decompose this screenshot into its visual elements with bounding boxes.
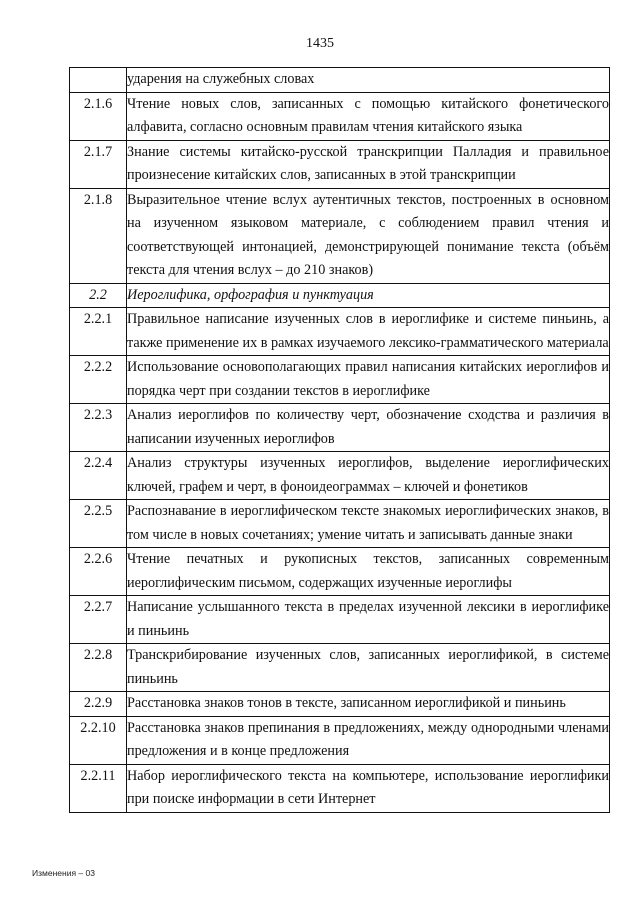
table-row <box>70 548 610 596</box>
item-number: 2.2.6 <box>70 548 127 596</box>
item-text: Написание услышанного текста в пределах изученной лексики в иероглифике и пиньинь <box>127 596 610 644</box>
table-row <box>70 140 610 188</box>
page-number: 1435 <box>306 36 334 51</box>
item-number: 2.2.3 <box>70 404 127 452</box>
item-number: 2.1.7 <box>70 140 127 188</box>
item-text: Правильное написание изученных слов в иероглифике и системе пиньинь, а также применение их в рамках изучаемого лексико-грамматического материала <box>127 308 610 356</box>
item-number <box>70 68 127 93</box>
table-row <box>70 716 610 764</box>
item-number: 2.2.2 <box>70 356 127 404</box>
table-row <box>70 764 610 812</box>
table-row <box>70 404 610 452</box>
item-text: Чтение печатных и рукописных текстов, записанных современным иероглифическим письмом, содержащих изученные иероглифы <box>127 548 610 596</box>
item-number: 2.2.11 <box>70 764 127 812</box>
item-number: 2.1.6 <box>70 92 127 140</box>
item-text: Транскрибирование изученных слов, записанных иероглификой, в системе пиньинь <box>127 644 610 692</box>
item-text: Распознавание в иероглифическом тексте знакомых иероглифических знаков, в том числе в новых сочетаниях; умение читать и записывать данные знаки <box>127 500 610 548</box>
table-row <box>70 188 610 283</box>
item-text: Анализ иероглифов по количеству черт, обозначение сходства и различия в написании изученных иероглифов <box>127 404 610 452</box>
item-text: Выразительное чтение вслух аутентичных текстов, построенных в основном на изученном языковом материале, с соблюдением правил чтения и соответствующей интонацией, демонстрирующей понимание текста (объём текста для чтения вслух – до 210 знаков) <box>127 188 610 283</box>
item-text: Расстановка знаков тонов в тексте, записанном иероглификой и пиньинь <box>127 692 610 717</box>
table-body <box>70 68 610 813</box>
table-row <box>70 692 610 717</box>
table-row <box>70 68 610 93</box>
section-row <box>70 283 610 308</box>
item-text: Чтение новых слов, записанных с помощью китайского фонетического алфавита, согласно основным правилам чтения китайского языка <box>127 92 610 140</box>
item-text: Набор иероглифического текста на компьютере, использование иероглифики при поиске информации в сети Интернет <box>127 764 610 812</box>
item-number: 2.2.7 <box>70 596 127 644</box>
table-row <box>70 500 610 548</box>
item-number: 2.2.4 <box>70 452 127 500</box>
item-text: Знание системы китайско-русской транскрипции Палладия и правильное произнесение китайских слов, записанных в этой транскрипции <box>127 140 610 188</box>
item-number: 2.2 <box>70 283 127 308</box>
item-number: 2.1.8 <box>70 188 127 283</box>
item-number: 2.2.5 <box>70 500 127 548</box>
content-table <box>69 67 610 813</box>
item-text: Расстановка знаков препинания в предложениях, между однородными членами предложения и в конце предложения <box>127 716 610 764</box>
item-text: Использование основополагающих правил написания китайских иероглифов и порядка черт при создании текстов в иероглифике <box>127 356 610 404</box>
table-row <box>70 644 610 692</box>
table-row <box>70 308 610 356</box>
item-number: 2.2.10 <box>70 716 127 764</box>
item-number: 2.2.8 <box>70 644 127 692</box>
footer-revision-note: Изменения – 03 <box>32 868 95 878</box>
item-number: 2.2.1 <box>70 308 127 356</box>
item-text: Иероглифика, орфография и пунктуация <box>127 283 610 308</box>
table-row <box>70 452 610 500</box>
item-number: 2.2.9 <box>70 692 127 717</box>
item-text: ударения на служебных словах <box>127 68 610 93</box>
table-row <box>70 596 610 644</box>
table-row <box>70 92 610 140</box>
table-row <box>70 356 610 404</box>
item-text: Анализ структуры изученных иероглифов, выделение иероглифических ключей, графем и черт, в фоноидеограммах – ключей и фонетиков <box>127 452 610 500</box>
